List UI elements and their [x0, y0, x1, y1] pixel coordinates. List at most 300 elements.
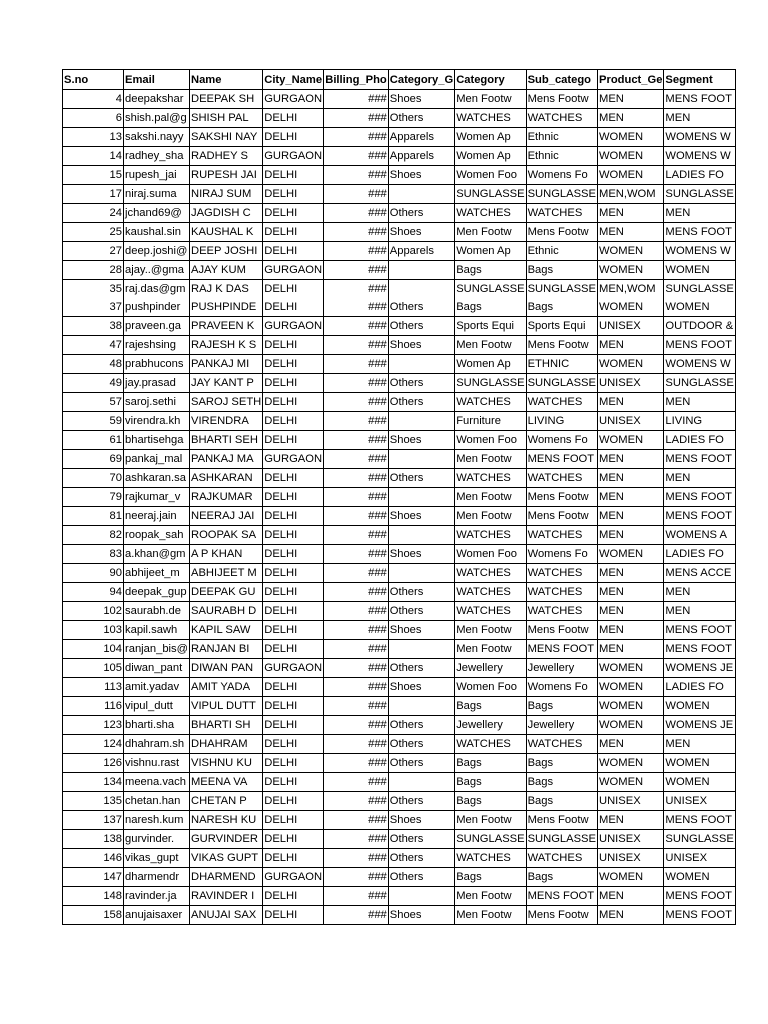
cell-segment[interactable]: MENS ACCE	[664, 564, 735, 583]
cell-name[interactable]: RAJ K DAS	[189, 280, 262, 299]
cell-product-gender[interactable]: MEN	[598, 336, 664, 355]
cell-name[interactable]: ANUJAI SAX	[189, 906, 262, 925]
cell-billing-phone[interactable]: ###	[324, 545, 389, 564]
cell-sno[interactable]: 104	[63, 640, 124, 659]
cell-product-gender[interactable]: MEN	[598, 450, 664, 469]
cell-city[interactable]: DELHI	[263, 128, 324, 147]
cell-billing-phone[interactable]: ###	[324, 280, 389, 299]
cell-sub-category[interactable]: Bags	[526, 868, 597, 887]
cell-city[interactable]: DELHI	[263, 166, 324, 185]
cell-category[interactable]: Bags	[455, 754, 526, 773]
cell-category-group[interactable]: Shoes	[388, 678, 454, 697]
cell-category[interactable]: Women Ap	[455, 242, 526, 261]
cell-category[interactable]: WATCHES	[455, 564, 526, 583]
cell-sub-category[interactable]: Bags	[526, 298, 597, 317]
cell-sno[interactable]: 82	[63, 526, 124, 545]
cell-city[interactable]: DELHI	[263, 280, 324, 299]
cell-category-group[interactable]: Others	[388, 792, 454, 811]
cell-billing-phone[interactable]: ###	[324, 602, 389, 621]
cell-name[interactable]: KAPIL SAW	[189, 621, 262, 640]
cell-product-gender[interactable]: UNISEX	[598, 830, 664, 849]
cell-city[interactable]: DELHI	[263, 564, 324, 583]
cell-sno[interactable]: 27	[63, 242, 124, 261]
cell-sno[interactable]: 146	[63, 849, 124, 868]
cell-category[interactable]: Women Foo	[455, 431, 526, 450]
cell-sub-category[interactable]: Ethnic	[526, 242, 597, 261]
cell-email[interactable]: rajkumar_v	[124, 488, 190, 507]
cell-sub-category[interactable]: MENS FOOT	[526, 887, 597, 906]
cell-city[interactable]: DELHI	[263, 412, 324, 431]
column-header-email[interactable]: Email	[124, 70, 190, 90]
cell-category[interactable]: Men Footw	[455, 450, 526, 469]
cell-segment[interactable]: WOMEN	[664, 773, 735, 792]
column-header-billing-phone[interactable]: Billing_Pho	[324, 70, 389, 90]
cell-billing-phone[interactable]: ###	[324, 109, 389, 128]
cell-sno[interactable]: 83	[63, 545, 124, 564]
cell-category[interactable]: Women Foo	[455, 166, 526, 185]
cell-billing-phone[interactable]: ###	[324, 90, 389, 109]
cell-sub-category[interactable]: Mens Footw	[526, 906, 597, 925]
cell-segment[interactable]: MEN	[664, 469, 735, 488]
cell-email[interactable]: abhijeet_m	[124, 564, 190, 583]
cell-sno[interactable]: 90	[63, 564, 124, 583]
cell-billing-phone[interactable]: ###	[324, 488, 389, 507]
cell-name[interactable]: RADHEY S	[189, 147, 262, 166]
cell-category[interactable]: Men Footw	[455, 887, 526, 906]
cell-segment[interactable]: UNISEX	[664, 792, 735, 811]
cell-product-gender[interactable]: WOMEN	[598, 147, 664, 166]
cell-sno[interactable]: 38	[63, 317, 124, 336]
cell-category-group[interactable]	[388, 564, 454, 583]
cell-segment[interactable]: MEN	[664, 204, 735, 223]
cell-sub-category[interactable]: Sports Equi	[526, 317, 597, 336]
cell-name[interactable]: DHARMEND	[189, 868, 262, 887]
cell-product-gender[interactable]: WOMEN	[598, 754, 664, 773]
cell-city[interactable]: DELHI	[263, 204, 324, 223]
cell-sno[interactable]: 35	[63, 280, 124, 299]
cell-billing-phone[interactable]: ###	[324, 431, 389, 450]
cell-category[interactable]: SUNGLASSE	[455, 185, 526, 204]
cell-sno[interactable]: 6	[63, 109, 124, 128]
cell-city[interactable]: GURGAON	[263, 147, 324, 166]
cell-category[interactable]: Men Footw	[455, 507, 526, 526]
cell-category[interactable]: WATCHES	[455, 735, 526, 754]
cell-email[interactable]: vipul_dutt	[124, 697, 190, 716]
cell-category-group[interactable]: Apparels	[388, 147, 454, 166]
cell-billing-phone[interactable]: ###	[324, 223, 389, 242]
cell-category[interactable]: Women Ap	[455, 355, 526, 374]
cell-segment[interactable]: MENS FOOT	[664, 906, 735, 925]
cell-city[interactable]: GURGAON	[263, 659, 324, 678]
cell-sub-category[interactable]: Bags	[526, 261, 597, 280]
column-header-sub-category[interactable]: Sub_catego	[526, 70, 597, 90]
cell-city[interactable]: DELHI	[263, 336, 324, 355]
cell-product-gender[interactable]: MEN	[598, 393, 664, 412]
cell-product-gender[interactable]: MEN	[598, 621, 664, 640]
cell-category[interactable]: SUNGLASSE	[455, 830, 526, 849]
cell-email[interactable]: rajeshsing	[124, 336, 190, 355]
cell-segment[interactable]: SUNGLASSE	[664, 185, 735, 204]
cell-category-group[interactable]	[388, 280, 454, 299]
cell-city[interactable]: GURGAON	[263, 868, 324, 887]
cell-product-gender[interactable]: WOMEN	[598, 716, 664, 735]
cell-segment[interactable]: WOMENS W	[664, 147, 735, 166]
cell-category[interactable]: Sports Equi	[455, 317, 526, 336]
cell-billing-phone[interactable]: ###	[324, 697, 389, 716]
cell-product-gender[interactable]: UNISEX	[598, 792, 664, 811]
cell-billing-phone[interactable]: ###	[324, 830, 389, 849]
cell-email[interactable]: deepak_gup	[124, 583, 190, 602]
cell-city[interactable]: DELHI	[263, 735, 324, 754]
cell-city[interactable]: DELHI	[263, 545, 324, 564]
cell-sub-category[interactable]: Mens Footw	[526, 507, 597, 526]
cell-sno[interactable]: 25	[63, 223, 124, 242]
cell-email[interactable]: roopak_sah	[124, 526, 190, 545]
cell-email[interactable]: bhartisehga	[124, 431, 190, 450]
cell-segment[interactable]: WOMEN	[664, 868, 735, 887]
cell-billing-phone[interactable]: ###	[324, 678, 389, 697]
cell-name[interactable]: GURVINDER	[189, 830, 262, 849]
cell-name[interactable]: PUSHPINDE	[189, 298, 262, 317]
cell-city[interactable]: DELHI	[263, 488, 324, 507]
cell-segment[interactable]: WOMENS JE	[664, 716, 735, 735]
cell-billing-phone[interactable]: ###	[324, 526, 389, 545]
cell-email[interactable]: dhahram.sh	[124, 735, 190, 754]
cell-sub-category[interactable]: Jewellery	[526, 716, 597, 735]
cell-city[interactable]: DELHI	[263, 697, 324, 716]
cell-category-group[interactable]	[388, 450, 454, 469]
cell-sub-category[interactable]: Ethnic	[526, 128, 597, 147]
cell-email[interactable]: chetan.han	[124, 792, 190, 811]
cell-sub-category[interactable]: Jewellery	[526, 659, 597, 678]
cell-product-gender[interactable]: UNISEX	[598, 317, 664, 336]
cell-name[interactable]: VIRENDRA	[189, 412, 262, 431]
cell-name[interactable]: RUPESH JAI	[189, 166, 262, 185]
cell-billing-phone[interactable]: ###	[324, 298, 389, 317]
column-header-category[interactable]: Category	[455, 70, 526, 90]
cell-sub-category[interactable]: Mens Footw	[526, 811, 597, 830]
cell-segment[interactable]: WOMENS A	[664, 526, 735, 545]
cell-name[interactable]: JAGDISH C	[189, 204, 262, 223]
cell-category-group[interactable]: Others	[388, 298, 454, 317]
cell-sno[interactable]: 57	[63, 393, 124, 412]
cell-billing-phone[interactable]: ###	[324, 735, 389, 754]
cell-product-gender[interactable]: WOMEN	[598, 166, 664, 185]
cell-sno[interactable]: 14	[63, 147, 124, 166]
cell-city[interactable]: DELHI	[263, 242, 324, 261]
cell-sno[interactable]: 124	[63, 735, 124, 754]
cell-billing-phone[interactable]: ###	[324, 659, 389, 678]
cell-segment[interactable]: WOMEN	[664, 697, 735, 716]
cell-category[interactable]: Bags	[455, 792, 526, 811]
cell-segment[interactable]: LIVING	[664, 412, 735, 431]
cell-segment[interactable]: MEN	[664, 393, 735, 412]
cell-billing-phone[interactable]: ###	[324, 792, 389, 811]
cell-category-group[interactable]: Others	[388, 109, 454, 128]
cell-category-group[interactable]	[388, 412, 454, 431]
cell-city[interactable]: DELHI	[263, 773, 324, 792]
cell-name[interactable]: JAY KANT P	[189, 374, 262, 393]
cell-email[interactable]: ravinder.ja	[124, 887, 190, 906]
cell-name[interactable]: RAJKUMAR	[189, 488, 262, 507]
cell-product-gender[interactable]: MEN,WOM	[598, 185, 664, 204]
cell-sub-category[interactable]: WATCHES	[526, 583, 597, 602]
cell-category[interactable]: Furniture	[455, 412, 526, 431]
cell-category[interactable]: SUNGLASSE	[455, 374, 526, 393]
cell-sno[interactable]: 15	[63, 166, 124, 185]
cell-email[interactable]: anujaisaxer	[124, 906, 190, 925]
cell-email[interactable]: jchand69@	[124, 204, 190, 223]
cell-email[interactable]: ashkaran.sa	[124, 469, 190, 488]
cell-city[interactable]: DELHI	[263, 830, 324, 849]
cell-email[interactable]: deep.joshi@	[124, 242, 190, 261]
cell-product-gender[interactable]: MEN	[598, 640, 664, 659]
column-header-category-group[interactable]: Category_G	[388, 70, 454, 90]
cell-name[interactable]: RAVINDER I	[189, 887, 262, 906]
cell-email[interactable]: kaushal.sin	[124, 223, 190, 242]
cell-city[interactable]: DELHI	[263, 621, 324, 640]
cell-category-group[interactable]: Others	[388, 374, 454, 393]
cell-name[interactable]: SHISH PAL	[189, 109, 262, 128]
cell-email[interactable]: kapil.sawh	[124, 621, 190, 640]
cell-segment[interactable]: LADIES FO	[664, 166, 735, 185]
cell-email[interactable]: bharti.sha	[124, 716, 190, 735]
cell-city[interactable]: DELHI	[263, 507, 324, 526]
cell-email[interactable]: saurabh.de	[124, 602, 190, 621]
cell-segment[interactable]: MEN	[664, 735, 735, 754]
column-header-product-gender[interactable]: Product_Ge	[598, 70, 664, 90]
cell-product-gender[interactable]: MEN	[598, 564, 664, 583]
column-header-segment[interactable]: Segment	[664, 70, 735, 90]
cell-billing-phone[interactable]: ###	[324, 621, 389, 640]
cell-segment[interactable]: MEN	[664, 109, 735, 128]
cell-segment[interactable]: MEN	[664, 583, 735, 602]
cell-category[interactable]: Men Footw	[455, 90, 526, 109]
cell-sno[interactable]: 61	[63, 431, 124, 450]
cell-segment[interactable]: MENS FOOT	[664, 811, 735, 830]
cell-product-gender[interactable]: WOMEN	[598, 242, 664, 261]
cell-sub-category[interactable]: Mens Footw	[526, 488, 597, 507]
cell-category[interactable]: Bags	[455, 868, 526, 887]
cell-sno[interactable]: 135	[63, 792, 124, 811]
cell-category-group[interactable]: Others	[388, 735, 454, 754]
cell-segment[interactable]: WOMENS W	[664, 242, 735, 261]
cell-category-group[interactable]: Shoes	[388, 166, 454, 185]
cell-billing-phone[interactable]: ###	[324, 811, 389, 830]
cell-city[interactable]: DELHI	[263, 393, 324, 412]
cell-billing-phone[interactable]: ###	[324, 412, 389, 431]
cell-sno[interactable]: 103	[63, 621, 124, 640]
cell-billing-phone[interactable]: ###	[324, 849, 389, 868]
cell-name[interactable]: NARESH KU	[189, 811, 262, 830]
cell-name[interactable]: VIPUL DUTT	[189, 697, 262, 716]
cell-billing-phone[interactable]: ###	[324, 166, 389, 185]
cell-sno[interactable]: 69	[63, 450, 124, 469]
cell-city[interactable]: DELHI	[263, 792, 324, 811]
cell-category[interactable]: WATCHES	[455, 393, 526, 412]
cell-category[interactable]: Men Footw	[455, 336, 526, 355]
cell-category[interactable]: WATCHES	[455, 583, 526, 602]
cell-sub-category[interactable]: WATCHES	[526, 849, 597, 868]
cell-name[interactable]: AMIT YADA	[189, 678, 262, 697]
cell-category[interactable]: Bags	[455, 298, 526, 317]
cell-city[interactable]: DELHI	[263, 678, 324, 697]
cell-sub-category[interactable]: WATCHES	[526, 469, 597, 488]
cell-category-group[interactable]: Shoes	[388, 507, 454, 526]
cell-name[interactable]: MEENA VA	[189, 773, 262, 792]
cell-email[interactable]: radhey_sha	[124, 147, 190, 166]
cell-sub-category[interactable]: Womens Fo	[526, 431, 597, 450]
cell-name[interactable]: SAURABH D	[189, 602, 262, 621]
cell-name[interactable]: PRAVEEN K	[189, 317, 262, 336]
cell-category[interactable]: Bags	[455, 261, 526, 280]
cell-sno[interactable]: 102	[63, 602, 124, 621]
cell-name[interactable]: DEEPAK GU	[189, 583, 262, 602]
cell-sub-category[interactable]: SUNGLASSE	[526, 374, 597, 393]
cell-product-gender[interactable]: WOMEN	[598, 545, 664, 564]
cell-billing-phone[interactable]: ###	[324, 355, 389, 374]
cell-category-group[interactable]	[388, 526, 454, 545]
cell-product-gender[interactable]: MEN	[598, 906, 664, 925]
cell-sno[interactable]: 49	[63, 374, 124, 393]
cell-city[interactable]: DELHI	[263, 526, 324, 545]
cell-billing-phone[interactable]: ###	[324, 564, 389, 583]
cell-sub-category[interactable]: Womens Fo	[526, 678, 597, 697]
cell-sub-category[interactable]: Bags	[526, 792, 597, 811]
cell-sub-category[interactable]: WATCHES	[526, 526, 597, 545]
cell-email[interactable]: saroj.sethi	[124, 393, 190, 412]
cell-sno[interactable]: 126	[63, 754, 124, 773]
cell-city[interactable]: DELHI	[263, 583, 324, 602]
cell-segment[interactable]: LADIES FO	[664, 545, 735, 564]
cell-email[interactable]: diwan_pant	[124, 659, 190, 678]
cell-category-group[interactable]: Apparels	[388, 128, 454, 147]
cell-email[interactable]: niraj.suma	[124, 185, 190, 204]
cell-product-gender[interactable]: MEN	[598, 526, 664, 545]
cell-segment[interactable]: MENS FOOT	[664, 621, 735, 640]
cell-city[interactable]: GURGAON	[263, 450, 324, 469]
cell-product-gender[interactable]: MEN	[598, 109, 664, 128]
cell-billing-phone[interactable]: ###	[324, 204, 389, 223]
cell-category[interactable]: Men Footw	[455, 488, 526, 507]
cell-category-group[interactable]: Shoes	[388, 906, 454, 925]
cell-category-group[interactable]: Shoes	[388, 621, 454, 640]
cell-sno[interactable]: 158	[63, 906, 124, 925]
cell-email[interactable]: neeraj.jain	[124, 507, 190, 526]
cell-billing-phone[interactable]: ###	[324, 242, 389, 261]
cell-email[interactable]: ajay..@gma	[124, 261, 190, 280]
cell-product-gender[interactable]: UNISEX	[598, 412, 664, 431]
cell-email[interactable]: rupesh_jai	[124, 166, 190, 185]
cell-sno[interactable]: 59	[63, 412, 124, 431]
cell-sub-category[interactable]: MENS FOOT	[526, 640, 597, 659]
cell-billing-phone[interactable]: ###	[324, 583, 389, 602]
cell-product-gender[interactable]: MEN	[598, 887, 664, 906]
cell-email[interactable]: deepakshar	[124, 90, 190, 109]
cell-name[interactable]: VIKAS GUPT	[189, 849, 262, 868]
cell-category-group[interactable]: Apparels	[388, 242, 454, 261]
cell-city[interactable]: GURGAON	[263, 317, 324, 336]
cell-sno[interactable]: 113	[63, 678, 124, 697]
cell-city[interactable]: GURGAON	[263, 261, 324, 280]
cell-segment[interactable]: WOMEN	[664, 754, 735, 773]
cell-name[interactable]: KAUSHAL K	[189, 223, 262, 242]
cell-sub-category[interactable]: SUNGLASSE	[526, 830, 597, 849]
cell-name[interactable]: SAKSHI NAY	[189, 128, 262, 147]
cell-category[interactable]: Jewellery	[455, 659, 526, 678]
cell-category-group[interactable]: Shoes	[388, 811, 454, 830]
cell-product-gender[interactable]: MEN	[598, 469, 664, 488]
cell-category[interactable]: Men Footw	[455, 223, 526, 242]
cell-sub-category[interactable]: Ethnic	[526, 147, 597, 166]
cell-sub-category[interactable]: WATCHES	[526, 393, 597, 412]
cell-billing-phone[interactable]: ###	[324, 393, 389, 412]
cell-sub-category[interactable]: Mens Footw	[526, 223, 597, 242]
cell-email[interactable]: pushpinder	[124, 298, 190, 317]
cell-email[interactable]: a.khan@gm	[124, 545, 190, 564]
cell-email[interactable]: prabhucons	[124, 355, 190, 374]
cell-category-group[interactable]: Others	[388, 849, 454, 868]
cell-sno[interactable]: 148	[63, 887, 124, 906]
cell-billing-phone[interactable]: ###	[324, 754, 389, 773]
cell-billing-phone[interactable]: ###	[324, 185, 389, 204]
cell-category-group[interactable]: Others	[388, 204, 454, 223]
cell-segment[interactable]: SUNGLASSE	[664, 830, 735, 849]
cell-product-gender[interactable]: UNISEX	[598, 849, 664, 868]
cell-product-gender[interactable]: MEN	[598, 204, 664, 223]
cell-segment[interactable]: MENS FOOT	[664, 507, 735, 526]
column-header-name[interactable]: Name	[189, 70, 262, 90]
cell-product-gender[interactable]: WOMEN	[598, 868, 664, 887]
cell-segment[interactable]: MENS FOOT	[664, 90, 735, 109]
cell-sub-category[interactable]: LIVING	[526, 412, 597, 431]
cell-name[interactable]: PANKAJ MA	[189, 450, 262, 469]
cell-email[interactable]: virendra.kh	[124, 412, 190, 431]
cell-category[interactable]: WATCHES	[455, 109, 526, 128]
cell-segment[interactable]: MENS FOOT	[664, 887, 735, 906]
cell-city[interactable]: DELHI	[263, 298, 324, 317]
cell-email[interactable]: meena.vach	[124, 773, 190, 792]
cell-city[interactable]: DELHI	[263, 602, 324, 621]
cell-product-gender[interactable]: WOMEN	[598, 128, 664, 147]
cell-sno[interactable]: 123	[63, 716, 124, 735]
cell-sno[interactable]: 13	[63, 128, 124, 147]
cell-category[interactable]: Women Ap	[455, 128, 526, 147]
cell-category-group[interactable]: Others	[388, 830, 454, 849]
cell-product-gender[interactable]: MEN	[598, 90, 664, 109]
cell-category-group[interactable]: Others	[388, 659, 454, 678]
cell-category-group[interactable]: Others	[388, 754, 454, 773]
cell-billing-phone[interactable]: ###	[324, 374, 389, 393]
cell-category-group[interactable]: Others	[388, 583, 454, 602]
cell-category[interactable]: Women Foo	[455, 678, 526, 697]
cell-sno[interactable]: 17	[63, 185, 124, 204]
cell-city[interactable]: DELHI	[263, 374, 324, 393]
cell-sno[interactable]: 105	[63, 659, 124, 678]
cell-segment[interactable]: WOMEN	[664, 261, 735, 280]
cell-sno[interactable]: 4	[63, 90, 124, 109]
cell-category-group[interactable]	[388, 185, 454, 204]
cell-billing-phone[interactable]: ###	[324, 773, 389, 792]
cell-segment[interactable]: MENS FOOT	[664, 488, 735, 507]
cell-segment[interactable]: LADIES FO	[664, 678, 735, 697]
cell-product-gender[interactable]: MEN	[598, 507, 664, 526]
cell-segment[interactable]: WOMENS JE	[664, 659, 735, 678]
cell-product-gender[interactable]: WOMEN	[598, 261, 664, 280]
cell-segment[interactable]: MENS FOOT	[664, 450, 735, 469]
cell-billing-phone[interactable]: ###	[324, 450, 389, 469]
cell-name[interactable]: NEERAJ JAI	[189, 507, 262, 526]
